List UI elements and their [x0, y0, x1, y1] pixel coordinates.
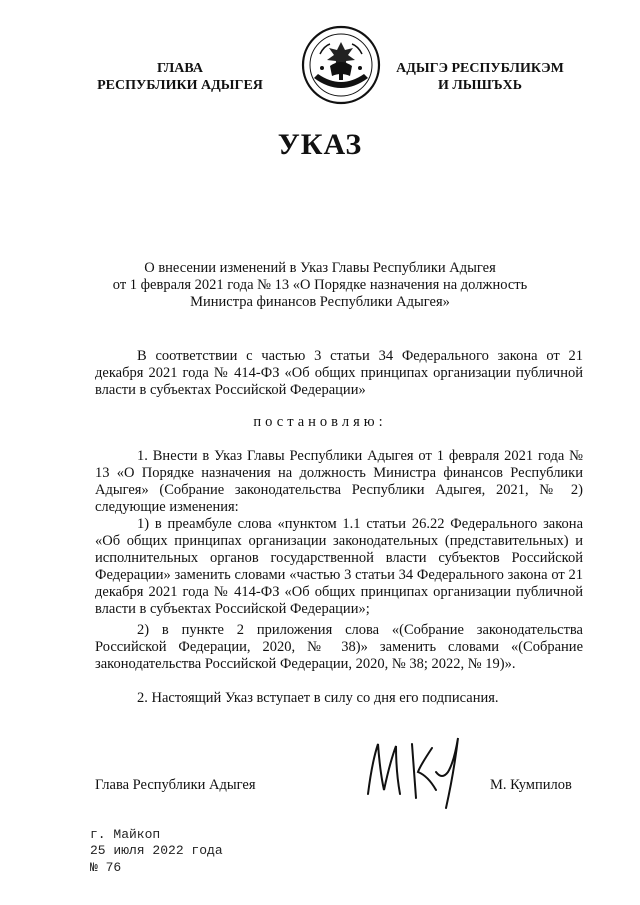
decree-word: постановляю:: [253, 414, 387, 430]
item-1-subitem-2: 2) в пункте 2 приложения слова «(Собрание законодательства Российской Федерации, 2020, № 38)» заменить словами «(Собрание законодательства Российской Федерации, 2020, № 38; 2022, № 19)».: [95, 622, 583, 672]
document-title: УКАЗ: [277, 128, 363, 161]
header-left-line1: ГЛАВА: [157, 61, 203, 76]
basis-paragraph: В соответствии с частью 3 статьи 34 Федерального закона от 21 декабря 2021 года № 414-ФЗ «Об общих принципах организации публичной власти в субъектах Российской Федерации»: [95, 348, 583, 398]
subject-line1: О внесении изменений в Указ Главы Республики Адыгея: [144, 260, 496, 276]
item-1-subitem-1: 1) в преамбуле слова «пунктом 1.1 статьи 26.22 Федерального закона «Об общих принципах организации законодательных (представительных) и исполнительных органов государственной власти субъектов Российской Федерации» заменить словами «частью 3 статьи 34 Федерального закона от 21 декабря 2021 года № 414-ФЗ «Об общих принципах организации публичной власти в субъектах Российской Федерации»;: [95, 516, 583, 617]
coat-of-arms-icon: [300, 24, 382, 106]
signatory-name: М. Кумпилов: [490, 777, 572, 793]
header-right-line1: АДЫГЭ РЕСПУБЛИКЭМ: [396, 61, 564, 76]
header-left: [70, 60, 290, 94]
subject-line3: Министра финансов Республики Адыгея»: [190, 294, 450, 310]
stamp-date: 25 июля 2022 года: [90, 843, 223, 858]
stamp-city: г. Майкоп: [90, 827, 161, 842]
header-right-line2: И ЛЫШЪХЬ: [437, 78, 523, 93]
header-right: [390, 60, 570, 94]
header-left-line2: РЕСПУБЛИКИ АДЫГЕЯ: [97, 78, 263, 93]
item-2: 2. Настоящий Указ вступает в силу со дня его подписания.: [137, 690, 499, 706]
signatory-role: Глава Республики Адыгея: [95, 777, 256, 793]
handwritten-signature-icon: [362, 732, 472, 812]
document-subject: [100, 260, 540, 311]
item-1: 1. Внести в Указ Главы Республики Адыгея от 1 февраля 2021 года № 13 «О Порядке назначения на должность Министра финансов Республики Адыгея» (Собрание законодательства Республики Адыгея, 2021, № 2) следующие изменения:: [95, 448, 583, 515]
stamp-number: № 76: [90, 860, 122, 875]
subject-line2: от 1 февраля 2021 года № 13 «О Порядке назначения на должность: [112, 277, 528, 293]
